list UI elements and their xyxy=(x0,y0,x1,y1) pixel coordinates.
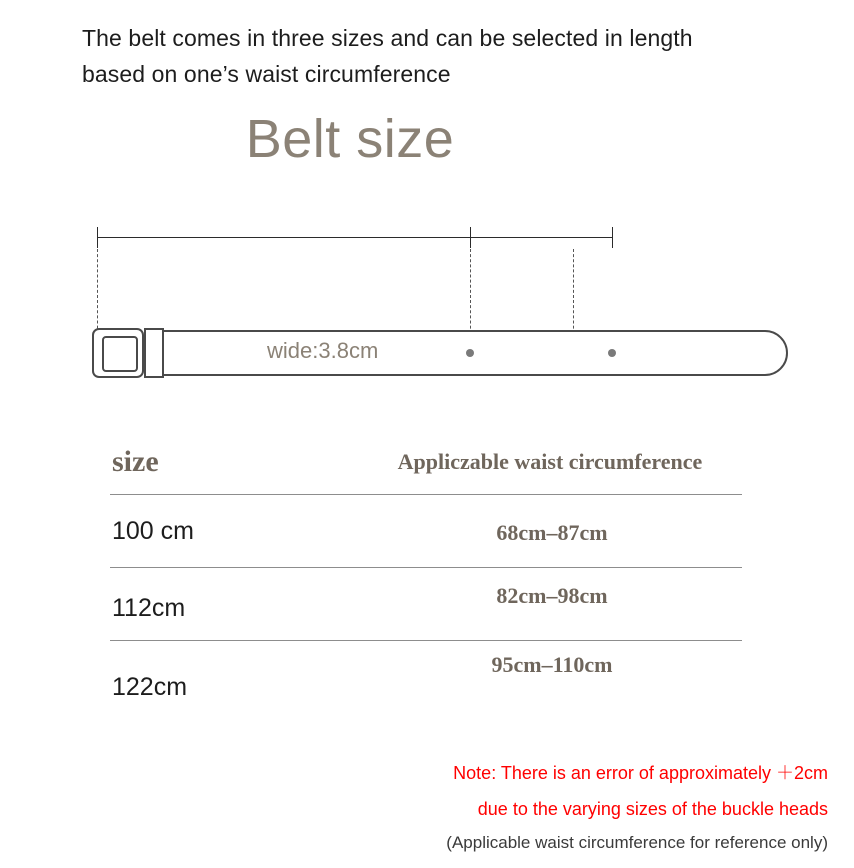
belt-diagram xyxy=(0,215,854,405)
table-row xyxy=(110,495,742,568)
cell-waist-wrap xyxy=(362,583,742,617)
measurement-line xyxy=(97,237,613,238)
belt-width-label: wide:3.8cm xyxy=(267,338,379,363)
intro-text xyxy=(82,20,822,92)
cell-waist: 95cm–110cm xyxy=(491,652,613,677)
measurement-tick-start xyxy=(97,227,98,248)
column-header-waist: Appliczable waist circumference xyxy=(397,449,703,474)
buckle-frame-icon xyxy=(92,328,144,378)
note-line-3: (Applicable waist circumference for reference only) xyxy=(446,833,828,852)
belt-strap xyxy=(162,330,788,376)
intro-line-2: based on one’s waist circumference xyxy=(82,61,451,87)
measurement-tick-middle xyxy=(470,227,471,248)
belt-hole-icon xyxy=(466,349,474,357)
cell-size: 100 cm xyxy=(112,516,194,545)
cell-waist-wrap xyxy=(362,652,742,690)
size-table xyxy=(110,430,742,713)
measurement-tick-end xyxy=(612,227,613,248)
cell-size: 112cm xyxy=(112,593,186,622)
buckle-inner-icon xyxy=(102,336,138,372)
table-header-row xyxy=(110,430,742,495)
note-line-2: due to the varying sizes of the buckle heads xyxy=(477,799,828,819)
intro-line-1: The belt comes in three sizes and can be selected in length xyxy=(82,25,693,51)
note-line-1: Note: There is an error of approximately ＋2cm xyxy=(453,763,828,783)
notes-block xyxy=(0,755,840,859)
cell-size: 122cm xyxy=(112,672,188,701)
column-header-size: size xyxy=(112,445,159,478)
cell-waist: 82cm–98cm xyxy=(496,583,608,608)
table-row xyxy=(110,641,742,713)
cell-waist-wrap xyxy=(362,518,742,544)
cell-waist: 68cm–87cm xyxy=(496,520,608,545)
table-row xyxy=(110,568,742,641)
belt-hole-icon xyxy=(608,349,616,357)
buckle-keeper-icon xyxy=(144,328,164,378)
page-title: Belt size xyxy=(245,109,455,169)
